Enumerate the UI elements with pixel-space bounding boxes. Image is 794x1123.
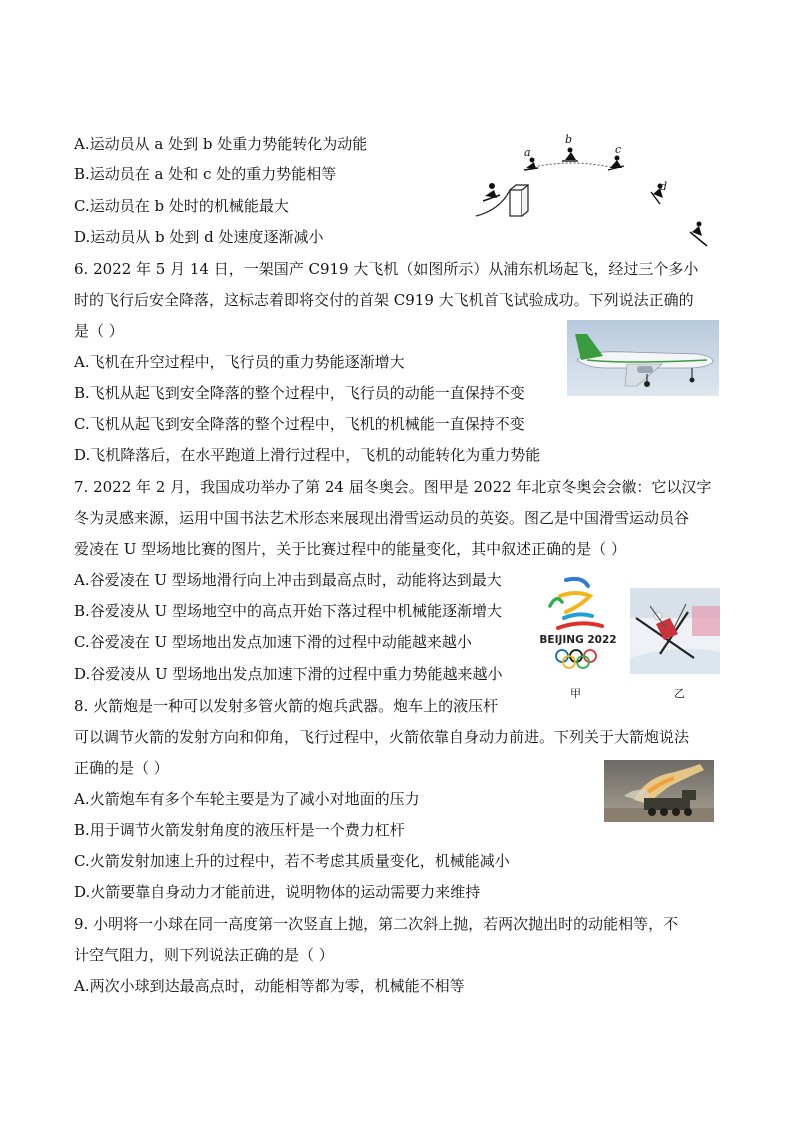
q5-option-b: B.运动员在 a 处和 c 处的重力势能相等	[74, 165, 337, 183]
label-d: d	[660, 180, 668, 193]
q5-option-c: C.运动员在 b 处时的机械能最大	[74, 197, 289, 215]
caption-yi: 乙	[674, 687, 685, 700]
rocket-launcher-photo	[604, 760, 714, 822]
trajectory-path	[530, 163, 615, 168]
q8-stem-line-2: 可以调节火箭的发射方向和仰角，飞行过程中，火箭依靠自身动力前进。下列关于大箭炮说法	[74, 728, 690, 746]
label-b: b	[565, 133, 573, 146]
q6-option-c: C.飞机从起飞到安全降落的整个过程中，飞机的机械能一直保持不变	[74, 415, 525, 433]
q9-option-a: A.两次小球到达最高点时，动能相等都为零，机械能不相等	[74, 977, 465, 995]
q8-option-b: B.用于调节火箭发射角度的液压杆是一个费力杠杆	[74, 821, 405, 839]
q9-stem-line-2: 计空气阻力，则下列说法正确的是（ ）	[74, 946, 334, 964]
q6-option-d: D.飞机降落后，在水平跑道上滑行过程中，飞机的动能转化为重力势能	[74, 446, 541, 464]
olympic-rings-icon	[556, 650, 596, 668]
engine	[637, 366, 653, 373]
ramp-block	[510, 190, 522, 216]
q7-stem-line-1: 7. 2022 年 2 月，我国成功举办了第 24 届冬奥会。图甲是 2022 年北京冬奥会会徽：它以汉字	[74, 478, 712, 496]
q7-option-a: A.谷爱凌在 U 型场地滑行向上冲击到最高点时，动能将达到最大	[74, 571, 502, 589]
q7-stem-line-3: 爱凌在 U 型场地比赛的图片，关于比赛过程中的能量变化，其中叙述正确的是（ ）	[74, 540, 626, 558]
skier-halfpipe-photo	[630, 588, 720, 674]
q6-option-a: A.飞机在升空过程中，飞行员的重力势能逐渐增大	[74, 353, 405, 371]
label-a: a	[524, 146, 531, 159]
skier-icon-end	[690, 222, 707, 247]
q6-stem-line-3: 是（ ）	[74, 322, 124, 340]
q7-option-d: D.谷爱凌从 U 型场地出发点加速下滑的过程中重力势能越来越小	[74, 665, 503, 683]
q7-option-b: B.谷爱凌从 U 型场地空中的高点开始下落过程中机械能逐渐增大	[74, 602, 502, 620]
caption-jia: 甲	[570, 687, 581, 700]
q7-option-c: C.谷爱凌在 U 型场地出发点加速下滑的过程中动能越来越小	[74, 633, 472, 651]
q8-stem-line-3: 正确的是（ ）	[74, 759, 169, 777]
q6-stem-line-1: 6. 2022 年 5 月 14 日，一架国产 C919 大飞机（如图所示）从浦东机场起飞，经过三个多小	[74, 260, 699, 278]
q9-stem-line-1: 9. 小明将一小球在同一高度第一次竖直上抛，第二次斜上抛，若两次抛出时的动能相等，不	[74, 915, 679, 933]
q6-option-b: B.飞机从起飞到安全降落的整个过程中，飞行员的动能一直保持不变	[74, 384, 525, 402]
q8-option-a: A.火箭炮车有多个车轮主要是为了减小对地面的压力	[74, 790, 420, 808]
skier-trajectory-figure	[470, 128, 720, 250]
label-c: c	[615, 143, 622, 156]
q8-option-c: C.火箭发射加速上升的过程中，若不考虑其质量变化，机械能减小	[74, 852, 510, 870]
skier-icon-b	[562, 148, 578, 162]
skier-icon-a	[524, 158, 538, 171]
q8-stem-line-1: 8. 火箭炮是一种可以发射多管火箭的炮兵武器。炮车上的液压杆	[74, 697, 499, 715]
q6-stem-line-2: 时的飞行后安全降落，这标志着即将交付的首架 C919 大飞机首飞试验成功。下列说法正确的	[74, 291, 694, 309]
skier-icon-c	[608, 156, 624, 171]
skier-icon-start	[483, 183, 500, 201]
q8-option-d: D.火箭要靠自身动力才能前进，说明物体的运动需要力来维持	[74, 883, 481, 901]
q5-option-a: A.运动员从 a 处到 b 处重力势能转化为动能	[74, 135, 368, 153]
emblem-text: BEIJING 2022	[539, 634, 617, 646]
q5-option-d: D.运动员从 b 处到 d 处速度逐渐减小	[74, 228, 324, 246]
q7-stem-line-2: 冬为灵感来源，运用中国书法艺术形态来展现出滑雪运动员的英姿。图乙是中国滑雪运动员谷	[74, 509, 690, 527]
beijing-2022-emblem	[536, 572, 620, 678]
c919-airplane-photo	[567, 320, 719, 396]
